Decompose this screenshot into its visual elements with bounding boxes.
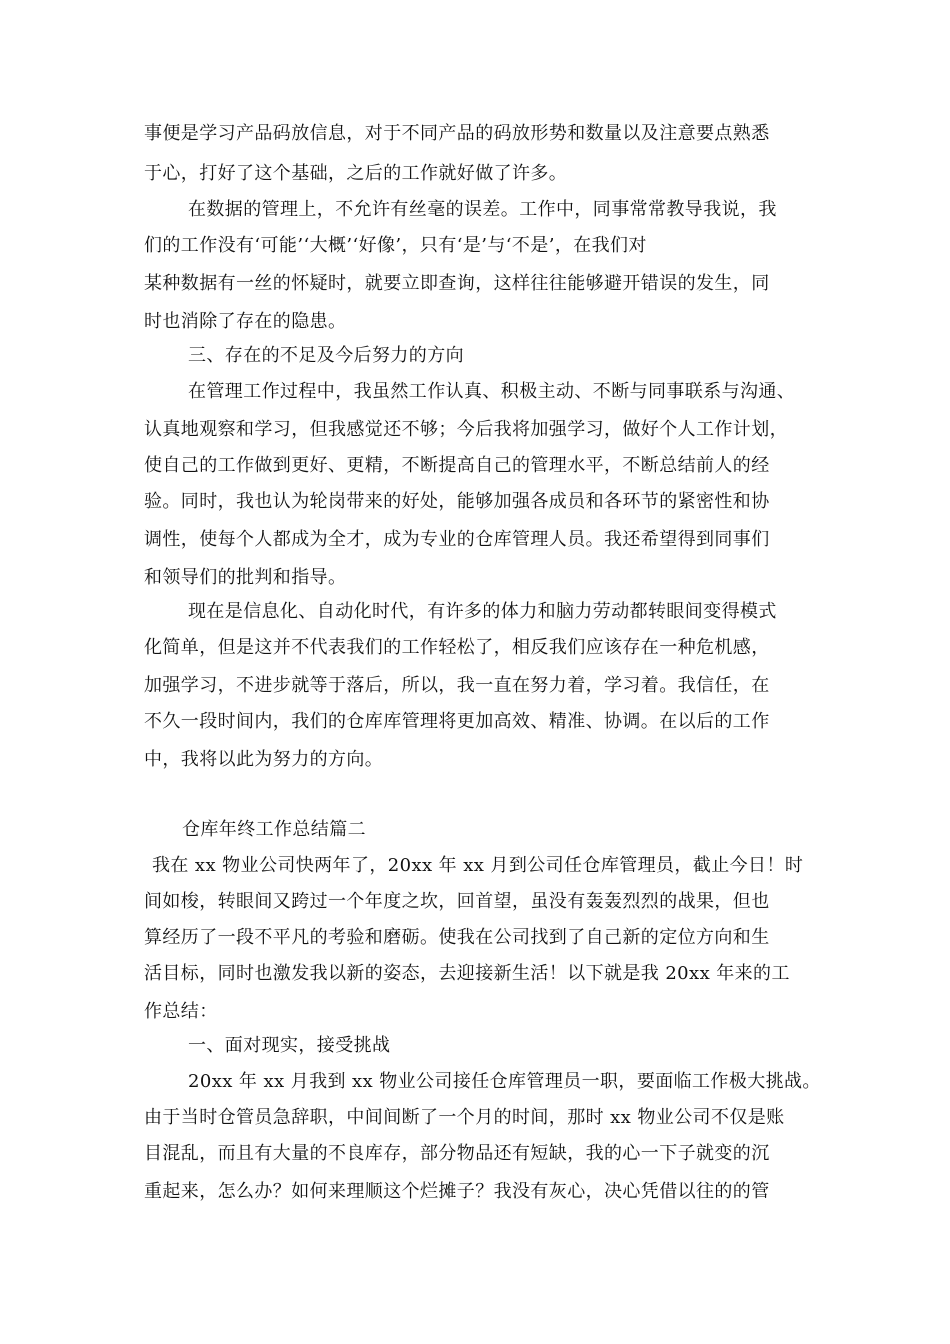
text-line: 算经历了一段不平凡的考验和磨砺。使我在公司找到了自己新的定位方向和生 [144,927,770,948]
text-line: 于心，打好了这个基础，之后的工作就好做了许多。 [144,163,568,184]
text-line: 中，我将以此为努力的方向。 [144,749,384,770]
text-line: 验。同时，我也认为轮岗带来的好处，能够加强各成员和各环节的紧密性和协 [144,491,770,512]
text-line: 活目标，同时也激发我以新的姿态，去迎接新生活！以下就是我 20xx 年来的工 [144,963,790,984]
paragraph-start-line: 在数据的管理上，不允许有丝毫的误差。工作中，同事常常教导我说，我 [188,199,777,220]
text-line: 时也消除了存在的隐患。 [144,311,347,332]
section-heading: 一、面对现实，接受挑战 [188,1035,391,1056]
text-line: 重起来，怎么办？如何来理顺这个烂摊子？我没有灰心，决心凭借以往的的管 [144,1181,770,1202]
text-line: 某种数据有一丝的怀疑时，就要立即查询，这样往往能够避开错误的发生，同 [144,273,770,294]
text-line: 加强学习，不进步就等于落后，所以，我一直在努力着，学习着。我信任，在 [144,675,770,696]
text-line: 不久一段时间内，我们的仓库库管理将更加高效、精准、协调。在以后的工作 [144,711,770,732]
section-heading: 三、存在的不足及今后努力的方向 [188,345,464,366]
text-line: 认真地观察和学习，但我感觉还不够；今后我将加强学习，做好个人工作计划， [144,419,788,440]
text-line: 和领导们的批判和指导。 [144,567,347,588]
text-line: 们的工作没有‘可能’‘大概’‘好像’，只有‘是’与‘不是’，在我们对 [144,235,647,256]
text-line: 作总结： [144,1001,218,1022]
text-line: 化简单，但是这并不代表我们的工作轻松了，相反我们应该存在一种危机感， [144,637,770,658]
paragraph-start-line: 现在是信息化、自动化时代，有许多的体力和脑力劳动都转眼间变得模式 [188,601,777,622]
text-line: 间如梭，转眼间又跨过一个年度之坎，回首望，虽没有轰轰烈烈的战果，但也 [144,891,770,912]
text-line: 目混乱，而且有大量的不良库存，部分物品还有短缺，我的心一下子就变的沉 [144,1143,770,1164]
text-line: 调性，使每个人都成为全才，成为专业的仓库管理人员。我还希望得到同事们 [144,529,770,550]
paragraph-start-line: 20xx 年 xx 月我到 xx 物业公司接任仓库管理员一职，要面临工作极大挑战。 [188,1071,821,1092]
paragraph-start-line: 我在 xx 物业公司快两年了，20xx 年 xx 月到公司任仓库管理员，截止今日！时 [152,855,804,876]
text-line: 由于当时仓管员急辞职，中间间断了一个月的时间，那时 xx 物业公司不仅是账 [144,1107,785,1128]
text-line: 使自己的工作做到更好、更精，不断提高自己的管理水平，不断总结前人的经 [144,455,770,476]
article-title: 仓库年终工作总结篇二 [182,819,366,840]
text-line: 事便是学习产品码放信息，对于不同产品的码放形势和数量以及注意要点熟悉 [144,123,770,144]
paragraph-start-line: 在管理工作过程中，我虽然工作认真、积极主动、不断与同事联系与沟通、 [188,381,796,402]
